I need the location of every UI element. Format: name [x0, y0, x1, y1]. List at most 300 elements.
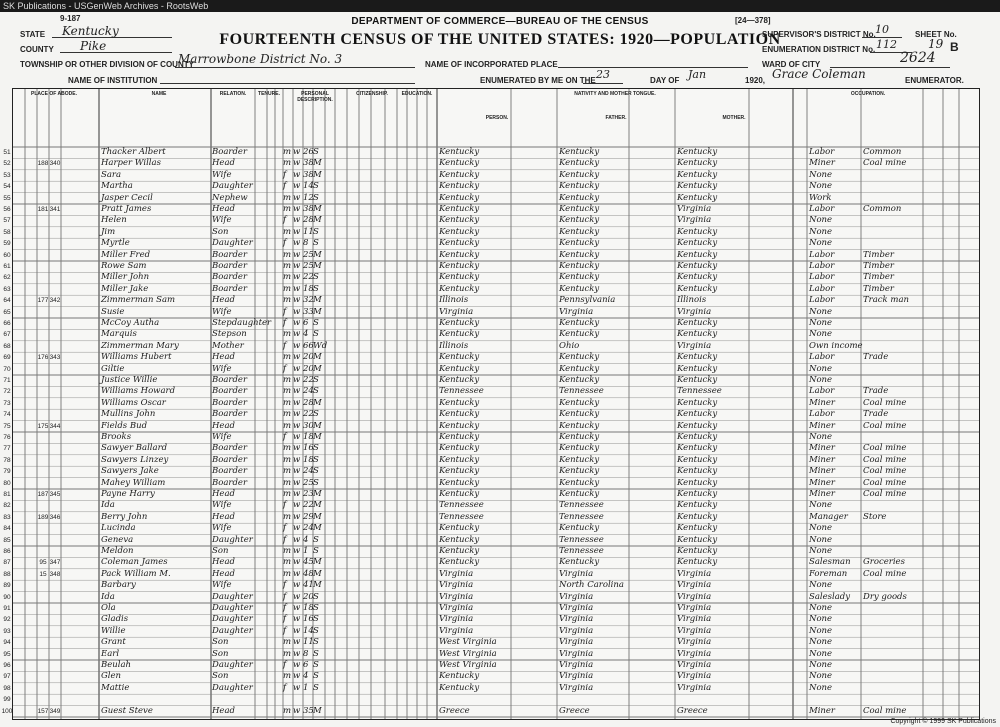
cell-age: 25 — [303, 477, 314, 488]
cell-name: Brooks — [101, 432, 132, 442]
cell-age: 23 — [303, 489, 314, 499]
cell-ind — [863, 535, 923, 546]
cell-dw — [37, 341, 49, 352]
cell-ms: S — [313, 386, 319, 397]
cell-fbirth: Virginia — [559, 637, 594, 648]
cell-sex: m — [283, 261, 292, 271]
cell-occ: None — [809, 215, 833, 226]
cell-race: w — [293, 432, 301, 442]
cell-ms: S — [313, 409, 319, 420]
cell-rel: Head — [212, 511, 235, 522]
cell-dw: 175 — [37, 422, 49, 430]
cell-occ: Work — [809, 192, 832, 203]
table-row — [3, 249, 979, 261]
cell-race: w — [293, 318, 301, 328]
cell-ms: S — [313, 534, 319, 545]
cell-n: 98 — [3, 684, 11, 692]
cell-ms: S — [313, 466, 319, 477]
cell-race: w — [293, 295, 301, 306]
cell-age: 24 — [303, 466, 314, 477]
cell-dw — [37, 215, 49, 226]
cell-age — [303, 694, 313, 705]
cell-ms: M — [313, 261, 322, 271]
cell-ind: Track man — [863, 295, 910, 306]
cell-race: w — [293, 340, 301, 351]
cell-ind — [863, 614, 923, 625]
cell-occ: None — [809, 226, 833, 237]
state-label: STATE — [20, 30, 46, 39]
cell-age: 22 — [303, 272, 314, 283]
cell-mbirth: Kentucky — [677, 511, 718, 522]
cell-dw: 157 — [37, 707, 49, 715]
cell-n: 55 — [3, 194, 11, 202]
cell-fbirth: Kentucky — [559, 238, 600, 249]
cell-dw: 95 — [39, 559, 47, 567]
cell-ind — [863, 318, 923, 329]
cell-n: 75 — [3, 422, 11, 430]
cell-race: w — [293, 625, 301, 636]
cell-rel: Wife — [212, 432, 232, 442]
cell-n: 78 — [3, 456, 11, 464]
table-row — [3, 375, 979, 386]
cell-fam — [49, 500, 61, 511]
cell-fam — [49, 272, 61, 283]
cell-ms: S — [313, 546, 319, 556]
table-row — [3, 340, 979, 352]
form-code: [24—378] — [735, 16, 771, 25]
cell-occ: Miner — [809, 454, 835, 465]
cell-occ: None — [809, 375, 833, 385]
cell-dw — [37, 193, 49, 204]
sub-father: FATHER. — [605, 115, 627, 121]
cell-dw: 181 — [37, 206, 49, 213]
cell-occ: None — [809, 625, 833, 636]
cell-birth: Kentucky — [439, 204, 480, 214]
cell-sex: m — [283, 466, 292, 477]
cell-dw — [37, 238, 49, 249]
sheet-label: SHEET No. — [915, 30, 957, 39]
cell-name: Sawyers Linzey — [101, 454, 169, 465]
table-row — [3, 637, 979, 648]
cell-fam — [49, 546, 61, 557]
cell-rel: Boarder — [212, 466, 248, 477]
cell-race: w — [293, 420, 301, 431]
cell-n: 51 — [3, 149, 11, 156]
cell-birth: Kentucky — [439, 420, 480, 431]
cell-mbirth: Kentucky — [677, 329, 718, 340]
cell-sex: f — [283, 603, 287, 613]
cell-rel: Boarder — [212, 249, 248, 260]
cell-race: w — [293, 352, 301, 363]
form-number: 9-187 — [60, 14, 81, 23]
cell-name: Susie — [101, 306, 125, 317]
cell-mbirth: Virginia — [677, 591, 712, 602]
cell-rel: Son — [212, 671, 229, 682]
cell-n: 54 — [3, 183, 11, 191]
col-relation: RELATION. — [219, 91, 247, 97]
cell-ms: M — [313, 500, 322, 511]
table-row — [3, 329, 979, 340]
cell-ind — [863, 649, 923, 660]
cell-race: w — [293, 397, 301, 408]
cell-mbirth: Kentucky — [677, 352, 718, 363]
cell-n: 96 — [3, 662, 11, 669]
cell-ms: Wd — [313, 340, 328, 351]
cell-race: w — [293, 603, 301, 613]
cell-fbirth: Virginia — [559, 625, 594, 636]
cell-occ: None — [809, 534, 833, 545]
cell-age: 16 — [303, 614, 314, 625]
cell-ind: Coal mine — [863, 158, 907, 169]
cell-fbirth: Kentucky — [559, 204, 600, 214]
table-row — [3, 147, 979, 158]
cell-age: 35 — [303, 705, 314, 716]
cell-age: 41 — [303, 580, 314, 591]
cell-n: 62 — [3, 274, 11, 282]
cell-sex: m — [283, 443, 292, 454]
cell-fam: 344 — [49, 422, 61, 430]
cell-age: 16 — [303, 443, 314, 454]
table-row — [3, 204, 979, 215]
cell-birth: Virginia — [439, 603, 474, 613]
cell-sex: f — [283, 534, 287, 545]
cell-n: 87 — [3, 559, 11, 567]
enumerator-name: Grace Coleman — [772, 67, 866, 81]
enumerator-label: ENUMERATOR. — [905, 76, 964, 85]
cell-race: w — [293, 671, 301, 682]
cell-n: 94 — [3, 639, 11, 647]
cell-sex: m — [283, 420, 292, 431]
cell-age: 1 — [303, 546, 309, 556]
cell-rel: Son — [212, 546, 229, 556]
cell-rel: Daughter — [212, 682, 253, 693]
cell-ind: Timber — [863, 272, 894, 283]
cell-mbirth: Virginia — [677, 603, 712, 613]
cell-rel: Head — [212, 705, 235, 716]
cell-ms: M — [313, 352, 322, 363]
cell-name: Harper Willas — [101, 158, 161, 169]
cell-sex — [283, 694, 293, 705]
cell-ms: S — [313, 318, 319, 328]
cell-fbirth: Kentucky — [559, 432, 600, 442]
cell-race: w — [293, 580, 301, 591]
cell-ms: S — [313, 625, 319, 636]
cell-sex: m — [283, 454, 292, 465]
cell-ms: M — [313, 306, 322, 317]
cell-n: 65 — [3, 308, 11, 316]
cell-name: Mattie — [101, 682, 130, 693]
cell-birth: Kentucky — [439, 477, 480, 488]
cell-rel: Boarder — [212, 375, 248, 385]
cell-sex: f — [283, 318, 287, 328]
col-occupation: OCCUPATION. — [850, 91, 886, 97]
cell-fam — [49, 671, 61, 682]
cell-n: 70 — [3, 365, 11, 373]
cell-occ — [809, 694, 861, 705]
cell-birth: West Virginia — [439, 637, 497, 648]
cell-age: 32 — [303, 295, 314, 306]
cell-sex: m — [283, 158, 292, 169]
cell-ms: S — [313, 283, 319, 294]
cell-sex: f — [283, 340, 287, 351]
cell-ind: Coal mine — [863, 397, 907, 408]
cell-birth: Kentucky — [439, 181, 480, 192]
col-citizenship: CITIZENSHIP. — [356, 91, 388, 97]
cell-dw — [37, 660, 49, 671]
table-row — [3, 660, 979, 671]
cell-ms: M — [313, 215, 322, 226]
cell-age: 30 — [303, 420, 314, 431]
cell-n: 53 — [3, 171, 11, 179]
cell-fbirth: Kentucky — [559, 261, 600, 271]
cell-n: 84 — [3, 525, 11, 533]
cell-fbirth: Virginia — [559, 660, 594, 670]
cell-birth: Illinois — [439, 295, 469, 306]
cell-ind — [863, 329, 923, 340]
cell-name: Barbary — [101, 580, 136, 591]
cell-ind — [863, 432, 923, 443]
cell-occ: Labor — [809, 295, 835, 306]
cell-age: 25 — [303, 249, 314, 260]
cell-birth: Illinois — [439, 340, 469, 351]
cell-mbirth: Kentucky — [677, 181, 718, 192]
cell-ind: Trade — [863, 352, 889, 363]
cell-dw — [37, 694, 49, 705]
table-row — [3, 443, 979, 454]
cell-ind: Timber — [863, 249, 894, 260]
cell-name: Pack William M. — [101, 568, 171, 579]
cell-sex: f — [283, 625, 287, 636]
cell-rel: Boarder — [212, 261, 248, 271]
cell-occ: Labor — [809, 386, 835, 397]
cell-fam — [49, 193, 61, 204]
cell-fam: 346 — [49, 513, 61, 521]
cell-fbirth: Kentucky — [559, 192, 600, 203]
cell-occ: None — [809, 329, 833, 340]
cell-fbirth: Kentucky — [559, 352, 600, 363]
cell-fbirth: Virginia — [559, 671, 594, 682]
cell-birth: Kentucky — [439, 329, 480, 340]
cell-occ: Own income — [809, 340, 863, 351]
cell-n: 72 — [3, 388, 11, 396]
cell-fam — [49, 409, 61, 420]
cell-fbirth: Kentucky — [559, 409, 600, 420]
cell-occ: None — [809, 682, 833, 693]
cell-dw — [37, 170, 49, 181]
cell-name: Giltie — [101, 363, 125, 374]
cell-dw — [37, 466, 49, 477]
supervisor-label: SUPERVISOR'S DISTRICT No. — [762, 30, 876, 39]
cell-age: 18 — [303, 283, 314, 294]
cell-sex: m — [283, 671, 292, 682]
cell-dw — [37, 683, 49, 694]
table-row — [3, 625, 979, 637]
table-row — [3, 272, 979, 283]
cell-dw — [37, 318, 49, 329]
cell-ms: S — [313, 614, 319, 625]
cell-mbirth: Virginia — [677, 204, 712, 214]
cell-mbirth: Kentucky — [677, 443, 718, 454]
cell-name: Pratt James — [101, 204, 152, 214]
cell-name: Payne Harry — [101, 489, 155, 499]
cell-fam — [49, 603, 61, 614]
cell-fam: 345 — [49, 491, 61, 498]
cell-occ: Miner — [809, 158, 835, 169]
cell-rel: Boarder — [212, 443, 248, 454]
cell-name: Lucinda — [101, 523, 136, 534]
cell-mbirth: Virginia — [677, 637, 712, 648]
cell-race: w — [293, 409, 301, 420]
cell-name: Guest Steve — [101, 705, 153, 716]
cell-ms: S — [313, 477, 319, 488]
cell-fbirth: Kentucky — [559, 363, 600, 374]
cell-birth: Tennessee — [439, 386, 484, 397]
cell-dw — [37, 614, 49, 625]
cell-age: 22 — [303, 409, 314, 420]
table-row — [1, 705, 979, 717]
cell-n: 52 — [3, 160, 11, 168]
cell-fam — [49, 443, 61, 454]
cell-ms: M — [313, 295, 322, 306]
cell-n: 90 — [3, 593, 11, 601]
cell-ind — [863, 227, 923, 238]
cell-ms: S — [313, 238, 319, 249]
cell-sex: m — [283, 568, 292, 579]
cell-mbirth: Virginia — [677, 660, 712, 670]
stamp-number: 2624 — [900, 50, 936, 66]
cell-rel: Head — [212, 158, 235, 169]
cell-sex: m — [283, 204, 292, 214]
cell-age: 20 — [303, 591, 314, 602]
cell-occ: None — [809, 238, 833, 249]
cell-ind: Store — [863, 511, 887, 522]
cell-ind: Common — [863, 147, 902, 157]
cell-fbirth: Kentucky — [559, 477, 600, 488]
cell-birth: Kentucky — [439, 192, 480, 203]
cell-fbirth: Kentucky — [559, 420, 600, 431]
cell-fbirth: Tennessee — [559, 386, 604, 397]
cell-n: 100 — [1, 707, 13, 715]
cell-age: 38 — [303, 158, 314, 169]
cell-mbirth — [677, 694, 749, 705]
table-row — [3, 591, 979, 603]
cell-sex: m — [283, 397, 292, 408]
cell-rel: Head — [212, 204, 235, 214]
cell-mbirth: Kentucky — [677, 363, 718, 374]
table-row — [3, 534, 979, 546]
table-row — [3, 192, 979, 204]
cell-age: 22 — [303, 375, 314, 385]
cell-race: w — [293, 660, 301, 670]
table-row — [3, 226, 979, 238]
cell-ms: S — [313, 192, 319, 203]
cell-name: McCoy Autha — [101, 318, 160, 328]
table-row — [3, 238, 979, 249]
cell-mbirth: Virginia — [677, 580, 712, 591]
cell-age: 20 — [303, 363, 314, 374]
cell-sex: f — [283, 363, 287, 374]
cell-name: Miller Jake — [101, 283, 149, 294]
cell-age: 18 — [303, 454, 314, 465]
cell-fam — [49, 147, 61, 158]
cell-dw — [37, 364, 49, 375]
cell-n: 68 — [3, 342, 11, 350]
cell-sex: m — [283, 329, 292, 340]
cell-n: 66 — [3, 320, 11, 327]
cell-sex: f — [283, 614, 287, 625]
table-row — [3, 614, 979, 625]
cell-birth: Kentucky — [439, 226, 480, 237]
cell-age: 24 — [303, 523, 314, 534]
cell-sex: m — [283, 192, 292, 203]
cell-ind — [863, 546, 923, 557]
cell-mbirth: Virginia — [677, 306, 712, 317]
cell-occ: None — [809, 660, 833, 670]
cell-name: Ola — [101, 603, 116, 613]
cell-race: w — [293, 158, 301, 169]
cell-ms: S — [313, 226, 319, 237]
cell-birth: Kentucky — [439, 454, 480, 465]
cell-mbirth: Kentucky — [677, 375, 718, 385]
cell-dw — [37, 455, 49, 466]
cell-fbirth: Greece — [559, 705, 590, 716]
cell-birth: West Virginia — [439, 660, 497, 670]
cell-race: w — [293, 238, 301, 249]
cell-occ: None — [809, 318, 833, 328]
cell-race: w — [293, 181, 301, 192]
cell-rel: Daughter — [212, 614, 253, 625]
cell-n: 88 — [3, 570, 11, 578]
cell-mbirth: Kentucky — [677, 261, 718, 271]
cell-name: Willie — [101, 625, 126, 636]
table-row — [3, 169, 979, 181]
cell-rel: Wife — [212, 306, 232, 317]
cell-n: 59 — [3, 240, 11, 248]
cell-fbirth: Kentucky — [559, 158, 600, 169]
cell-ms: S — [313, 181, 319, 192]
cell-ind — [863, 375, 923, 386]
cell-occ: Labor — [809, 147, 835, 157]
cell-race: w — [293, 648, 301, 659]
cell-sex: m — [283, 409, 292, 420]
cell-race: w — [293, 568, 301, 579]
cell-birth: Kentucky — [439, 318, 480, 328]
cell-fam — [49, 329, 61, 340]
cell-occ: None — [809, 181, 833, 192]
cell-fam — [49, 637, 61, 648]
table-row — [3, 409, 979, 420]
cell-name: Justice Willie — [101, 375, 158, 385]
cell-ind — [863, 660, 923, 671]
cell-ind — [863, 694, 923, 705]
cell-ind — [863, 683, 923, 694]
table-row — [3, 306, 979, 318]
table-row — [3, 648, 979, 660]
cell-n: 99 — [3, 696, 11, 704]
cell-ms: M — [313, 557, 322, 568]
cell-fbirth: Kentucky — [559, 226, 600, 237]
cell-n: 80 — [3, 479, 11, 487]
cell-dw — [37, 580, 49, 591]
cell-rel: Wife — [212, 580, 232, 591]
col-personal: PERSONAL DESCRIPTION. — [297, 91, 333, 103]
cell-ms: M — [313, 420, 322, 431]
cell-rel: Boarder — [212, 409, 248, 420]
cell-birth: Virginia — [439, 568, 474, 579]
institution-label: NAME OF INSTITUTION — [68, 76, 158, 85]
cell-sex: m — [283, 648, 292, 659]
cell-birth: West Virginia — [439, 648, 497, 659]
